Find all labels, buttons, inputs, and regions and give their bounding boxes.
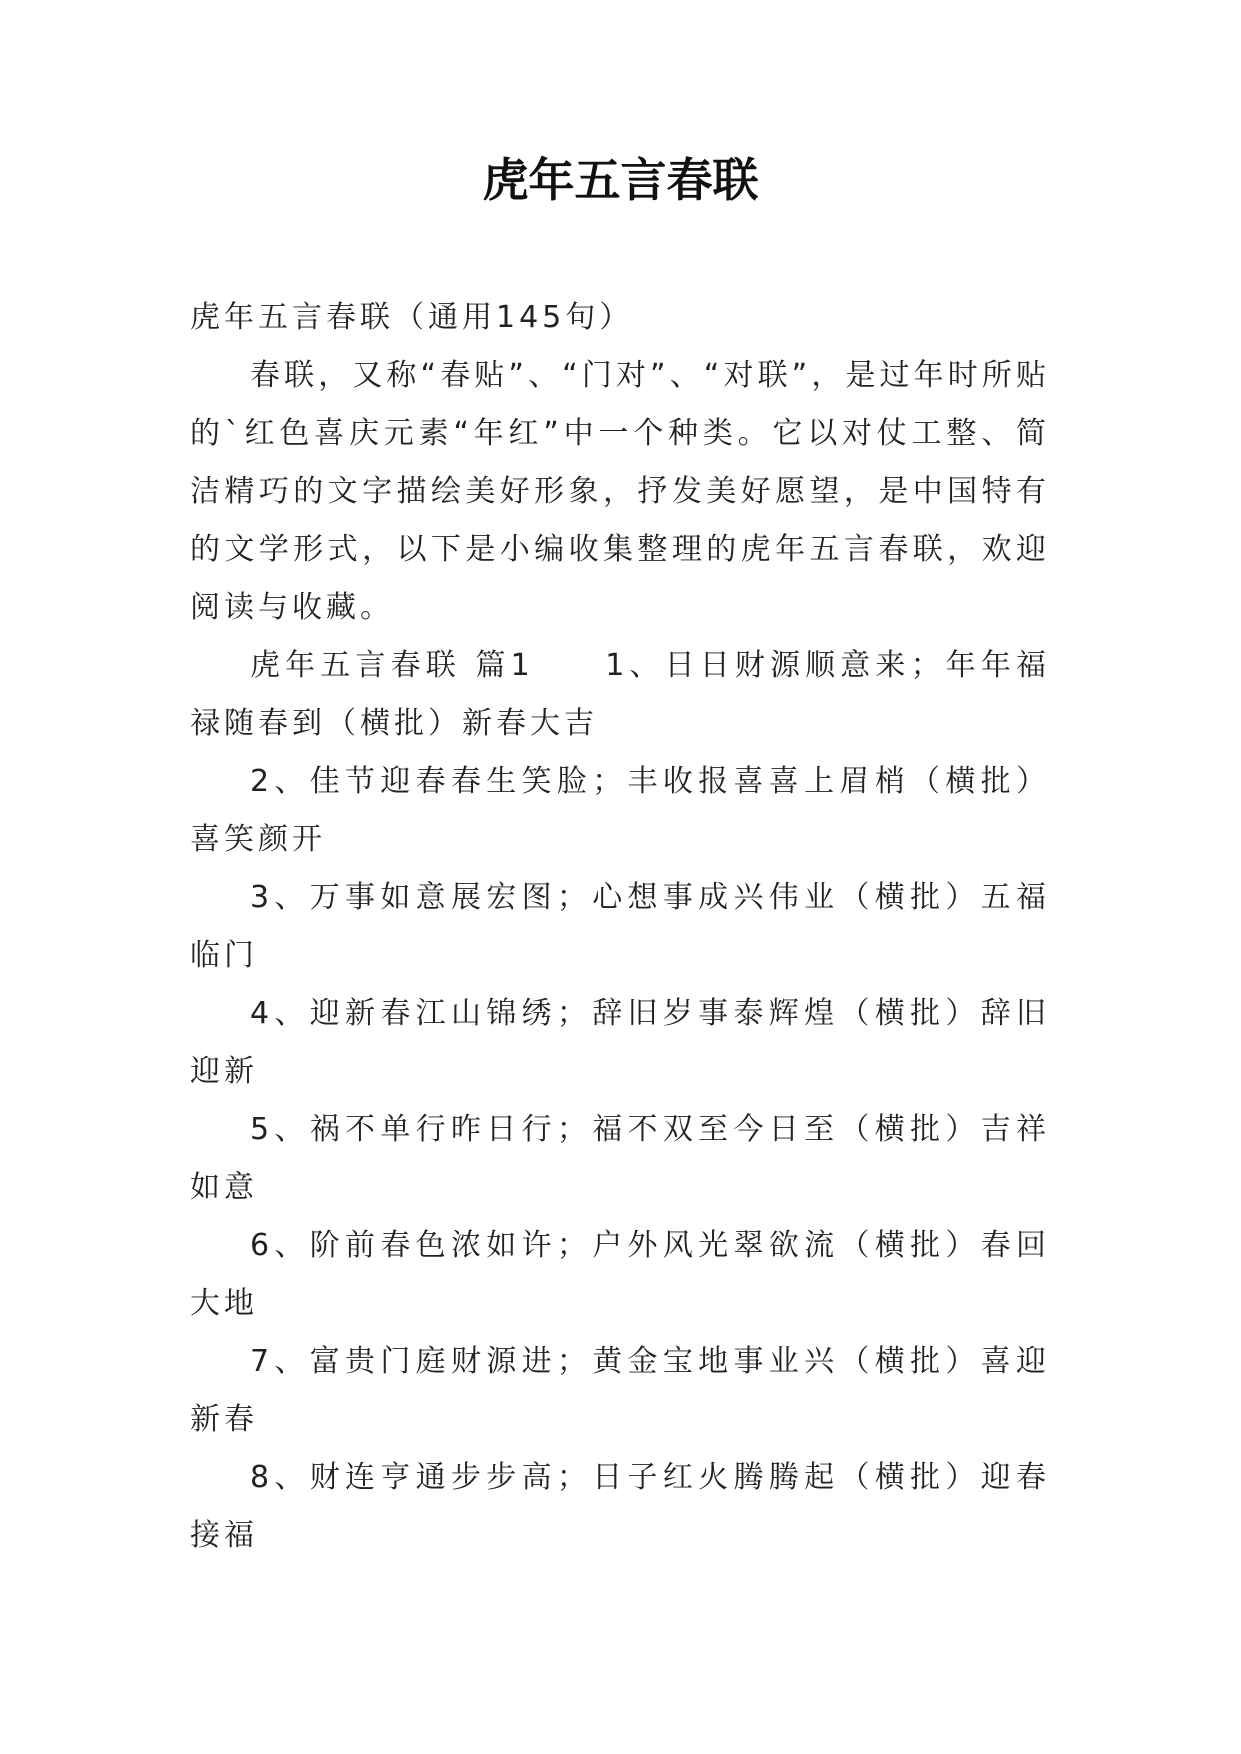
couplet-item: 7、富贵门庭财源进；黄金宝地事业兴（横批）喜迎新春 xyxy=(190,1344,1050,1437)
document-subtitle: 虎年五言春联（通用145句） xyxy=(190,300,634,335)
couplet-item: 6、阶前春色浓如许；户外风光翠欲流（横批）春回大地 xyxy=(190,1228,1050,1321)
couplet-item: 虎年五言春联 篇1 1、日日财源顺意来；年年福禄随春到（横批）新春大吉 xyxy=(190,648,1050,741)
couplet-item: 4、迎新春江山锦绣；辞旧岁事泰辉煌（横批）辞旧迎新 xyxy=(190,996,1050,1089)
couplet-item: 8、财连亨通步步高；日子红火腾腾起（横批）迎春接福 xyxy=(190,1460,1050,1553)
document-title: 虎年五言春联 xyxy=(482,153,759,207)
document-body xyxy=(190,289,1050,1565)
intro-paragraph: 春联，又称“春贴”、“门对”、“对联”，是过年时所贴的`红色喜庆元素“年红”中一个种类。它以对仗工整、简洁精巧的文字描绘美好形象，抒发美好愿望，是中国特有的文学形式，以下是小编收集整理的虎年五言春联，欢迎阅读与收藏。 xyxy=(190,358,1050,625)
couplet-item: 3、万事如意展宏图；心想事成兴伟业（横批）五福临门 xyxy=(190,880,1050,973)
couplet-item: 5、祸不单行昨日行；福不双至今日至（横批）吉祥如意 xyxy=(190,1112,1050,1205)
couplet-item: 2、佳节迎春春生笑脸；丰收报喜喜上眉梢（横批）喜笑颜开 xyxy=(190,764,1050,857)
